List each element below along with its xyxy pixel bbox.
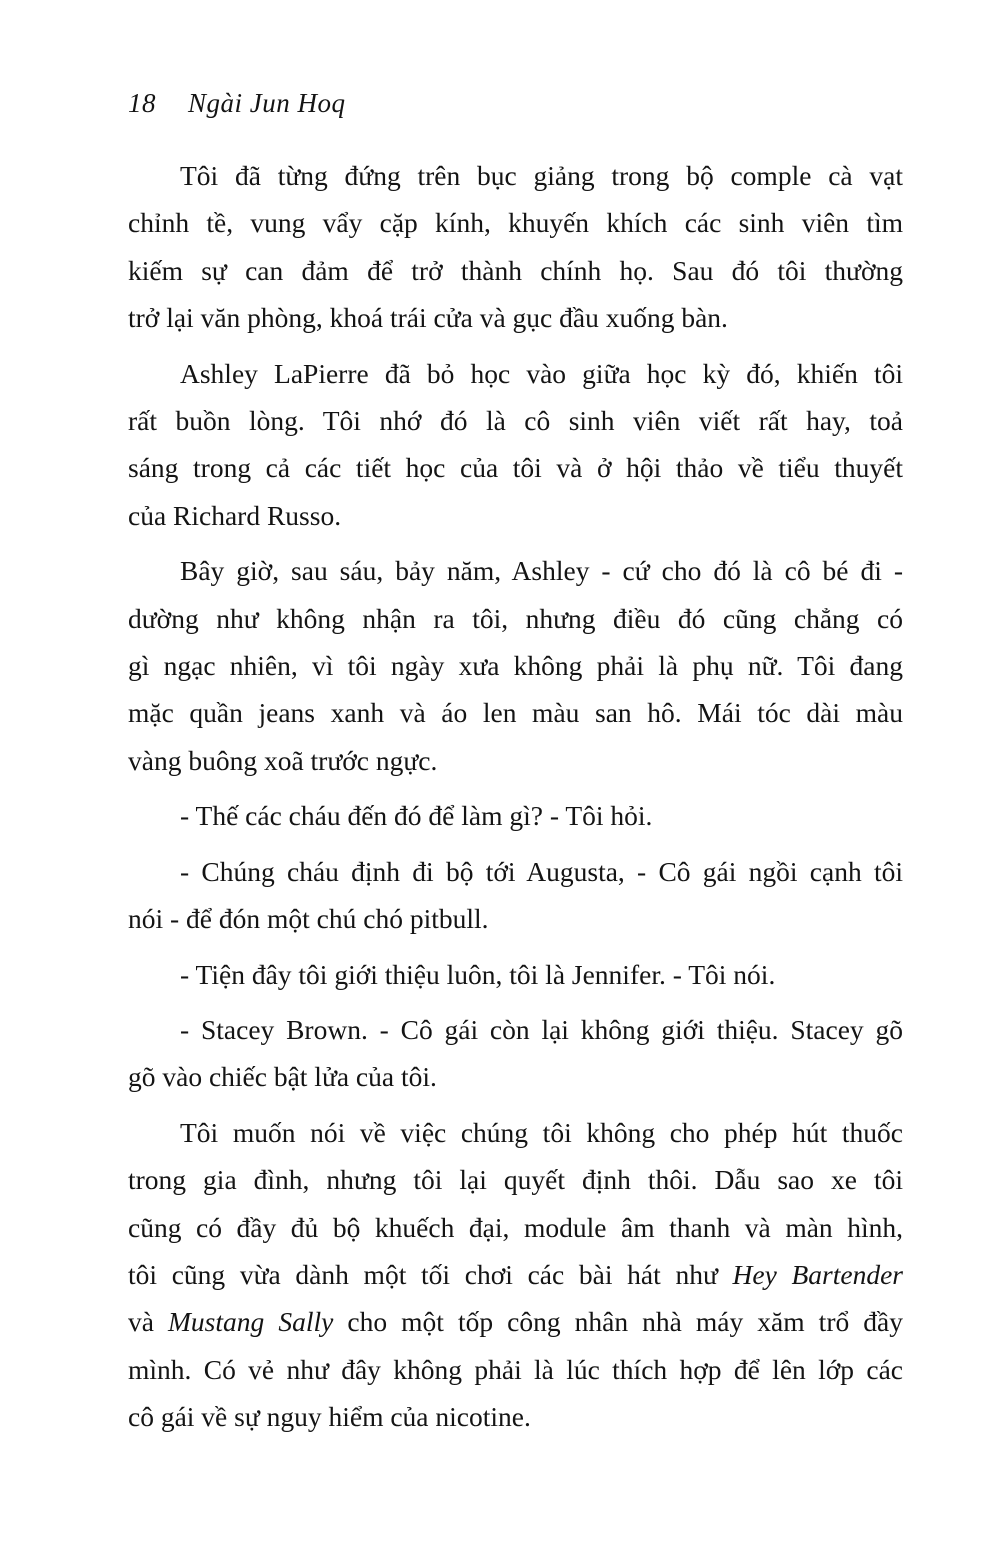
- text-line: trở lại văn phòng, khoá trái cửa và gục đầu xuống bàn.: [128, 302, 728, 334]
- text-line: trong gia đình, nhưng tôi lại quyết định thôi. Dẫu sao xe tôi: [128, 1164, 903, 1196]
- text-line: gì ngạc nhiên, vì tôi ngày xưa không phải là phụ nữ. Tôi đang: [128, 650, 903, 682]
- dialogue-paragraph: [128, 1006, 903, 1101]
- text-run: và: [128, 1306, 169, 1338]
- text-line: rất buồn lòng. Tôi nhớ đó là cô sinh viên viết rất hay, toả: [128, 405, 903, 437]
- text-line: [128, 1298, 903, 1345]
- song-title: Mustang Sally: [168, 1306, 334, 1338]
- dialogue-paragraph: [128, 848, 903, 943]
- paragraph: [128, 1109, 903, 1441]
- page-number: 18: [128, 88, 156, 118]
- text-line: vàng buông xoã trước ngực.: [128, 744, 438, 776]
- text-line: cô gái về sự nguy hiểm của nicotine.: [128, 1401, 531, 1433]
- paragraph: [128, 547, 903, 784]
- text-run: tôi cũng vừa dành một tối chơi các bài hát như: [128, 1258, 733, 1290]
- dialogue-paragraph: [128, 951, 903, 998]
- text-run: cho một tốp công nhân nhà máy xăm trổ đầy: [333, 1306, 903, 1338]
- book-title: Ngài Jun Hoq: [188, 88, 346, 118]
- text-line: dường như không nhận ra tôi, nhưng điều đó cũng chẳng có: [128, 602, 903, 634]
- text-line: nói - để đón một chú chó pitbull.: [128, 903, 489, 935]
- text-line: kiếm sự can đảm để trở thành chính họ. Sau đó tôi thường: [128, 254, 903, 286]
- text-line: mình. Có vẻ như đây không phải là lúc thích hợp để lên lớp các: [128, 1353, 903, 1385]
- text-line: - Chúng cháu định đi bộ tới Augusta, - Cô gái ngồi cạnh tôi: [180, 855, 903, 887]
- paragraph: [128, 350, 903, 540]
- song-title: Hey Bartender: [732, 1258, 903, 1290]
- text-line: cũng có đầy đủ bộ khuếch đại, module âm thanh và màn hình,: [128, 1211, 903, 1243]
- text-line: của Richard Russo.: [128, 499, 342, 531]
- text-line: - Tiện đây tôi giới thiệu luôn, tôi là Jennifer. - Tôi nói.: [180, 958, 776, 990]
- text-line: chỉnh tề, vung vẩy cặp kính, khuyến khích các sinh viên tìm: [128, 207, 903, 239]
- text-line: sáng trong cả các tiết học của tôi và ở hội thảo về tiểu thuyết: [128, 452, 903, 484]
- text-line: Tôi muốn nói về việc chúng tôi không cho phép hút thuốc: [180, 1116, 903, 1148]
- paragraph: [128, 152, 903, 342]
- text-line: - Thế các cháu đến đó để làm gì? - Tôi hỏi.: [180, 800, 653, 832]
- dialogue-paragraph: [128, 792, 903, 839]
- running-header: [128, 88, 346, 119]
- text-line: Bây giờ, sau sáu, bảy năm, Ashley - cứ cho đó là cô bé đi -: [180, 555, 903, 587]
- body-text: [128, 152, 903, 1441]
- text-line: gõ vào chiếc bật lửa của tôi.: [128, 1061, 437, 1093]
- text-line: [128, 1251, 903, 1298]
- text-line: Ashley LaPierre đã bỏ học vào giữa học kỳ đó, khiến tôi: [180, 357, 903, 389]
- text-line: Tôi đã từng đứng trên bục giảng trong bộ comple cà vạt: [180, 160, 903, 191]
- text-line: mặc quần jeans xanh và áo len màu san hô. Mái tóc dài màu: [128, 697, 903, 729]
- text-line: - Stacey Brown. - Cô gái còn lại không giới thiệu. Stacey gõ: [180, 1013, 903, 1045]
